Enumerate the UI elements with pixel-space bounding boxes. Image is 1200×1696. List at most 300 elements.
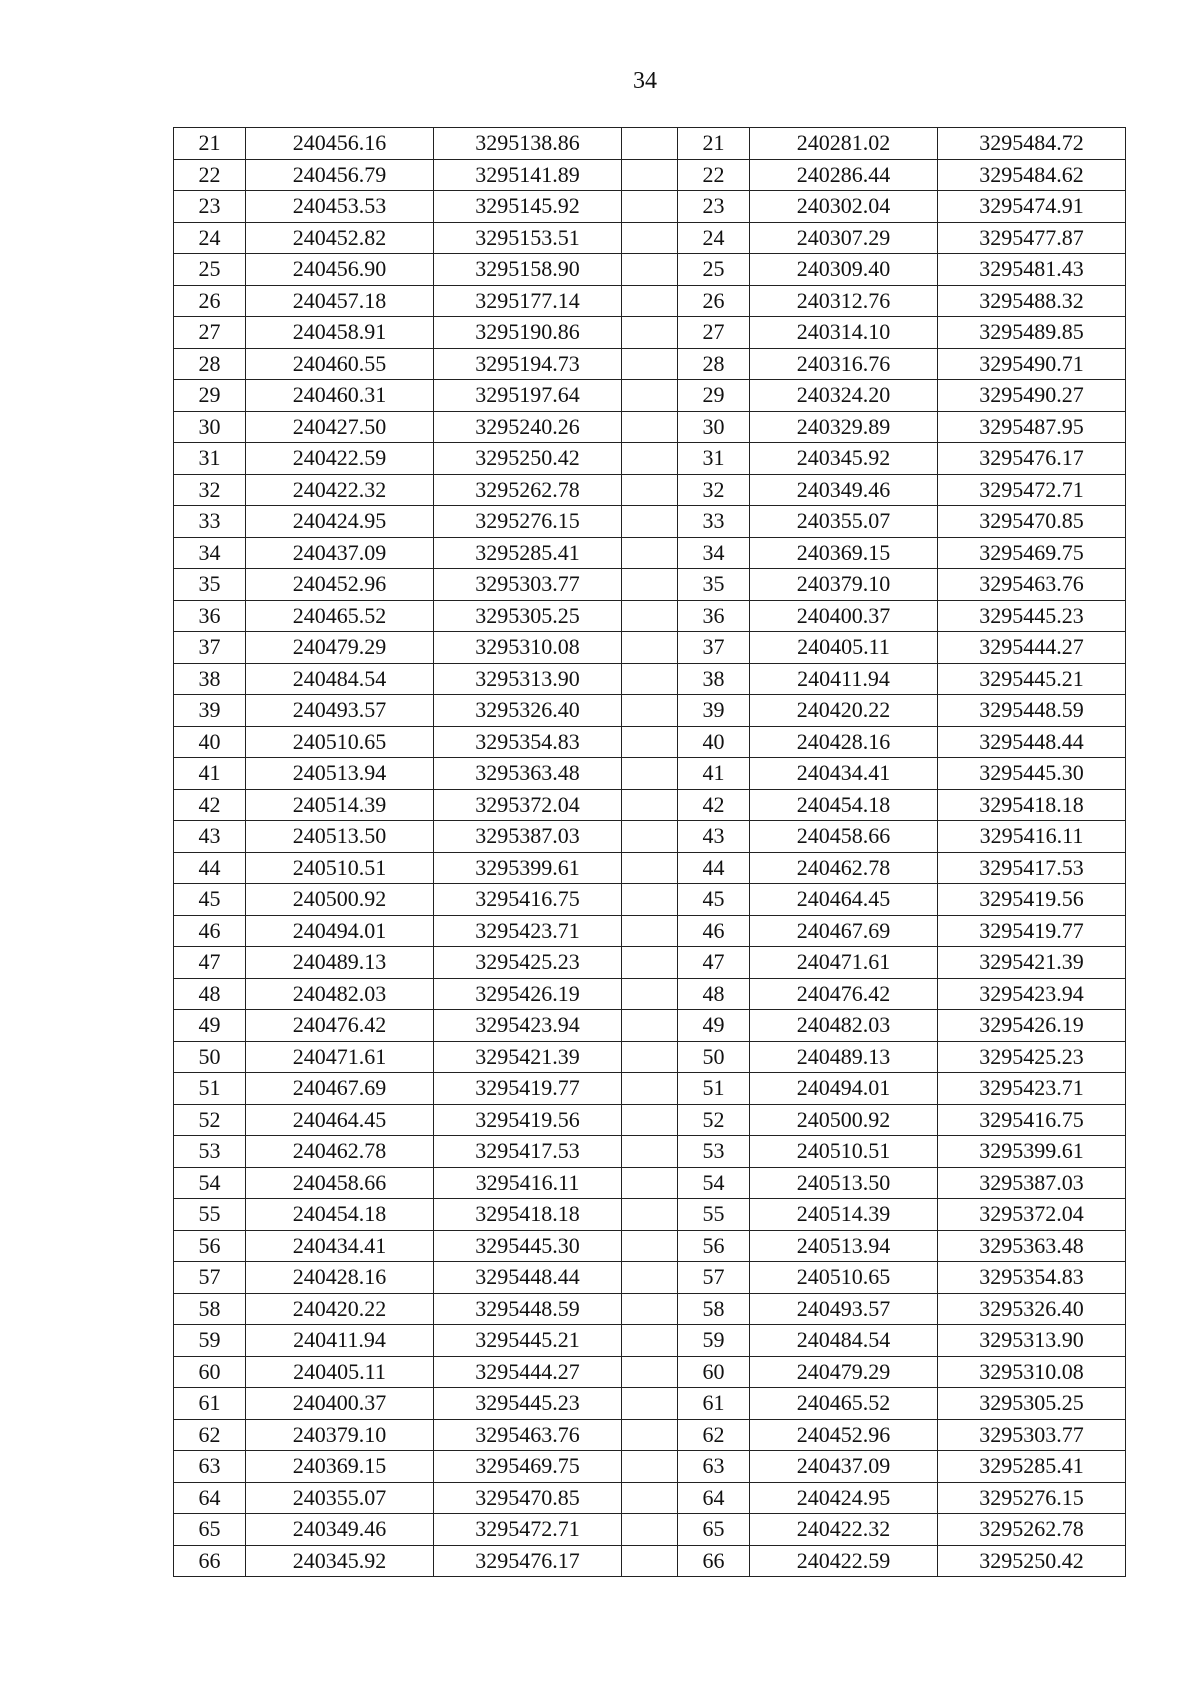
table-row — [174, 726, 1126, 758]
spacer-cell — [622, 947, 678, 979]
left-y-coordinate-cell: 3295419.56 — [434, 1104, 622, 1136]
spacer-cell — [622, 1514, 678, 1546]
left-y-coordinate-cell: 3295310.08 — [434, 632, 622, 664]
left-y-coordinate-cell: 3295158.90 — [434, 254, 622, 286]
right-x-coordinate-cell: 240329.89 — [750, 411, 938, 443]
right-y-coordinate-cell: 3295285.41 — [938, 1451, 1126, 1483]
table-row — [174, 1073, 1126, 1105]
spacer-cell — [622, 317, 678, 349]
right-y-coordinate-cell: 3295423.94 — [938, 978, 1126, 1010]
right-point-number-cell: 50 — [678, 1041, 750, 1073]
right-x-coordinate-cell: 240316.76 — [750, 348, 938, 380]
right-point-number-cell: 36 — [678, 600, 750, 632]
spacer-cell — [622, 915, 678, 947]
table-row — [174, 915, 1126, 947]
right-point-number-cell: 34 — [678, 537, 750, 569]
right-point-number-cell: 40 — [678, 726, 750, 758]
left-y-coordinate-cell: 3295190.86 — [434, 317, 622, 349]
left-x-coordinate-cell: 240494.01 — [246, 915, 434, 947]
right-point-number-cell: 46 — [678, 915, 750, 947]
table-row — [174, 1482, 1126, 1514]
right-x-coordinate-cell: 240437.09 — [750, 1451, 938, 1483]
right-y-coordinate-cell: 3295472.71 — [938, 474, 1126, 506]
right-y-coordinate-cell: 3295419.77 — [938, 915, 1126, 947]
table-row — [174, 1230, 1126, 1262]
left-x-coordinate-cell: 240400.37 — [246, 1388, 434, 1420]
right-point-number-cell: 30 — [678, 411, 750, 443]
table-row — [174, 191, 1126, 223]
left-point-number-cell: 60 — [174, 1356, 246, 1388]
left-point-number-cell: 29 — [174, 380, 246, 412]
left-x-coordinate-cell: 240434.41 — [246, 1230, 434, 1262]
spacer-cell — [622, 1451, 678, 1483]
left-x-coordinate-cell: 240464.45 — [246, 1104, 434, 1136]
table-row — [174, 380, 1126, 412]
left-y-coordinate-cell: 3295463.76 — [434, 1419, 622, 1451]
right-x-coordinate-cell: 240309.40 — [750, 254, 938, 286]
right-point-number-cell: 56 — [678, 1230, 750, 1262]
left-y-coordinate-cell: 3295448.44 — [434, 1262, 622, 1294]
right-x-coordinate-cell: 240489.13 — [750, 1041, 938, 1073]
right-point-number-cell: 45 — [678, 884, 750, 916]
right-point-number-cell: 32 — [678, 474, 750, 506]
table-row — [174, 1388, 1126, 1420]
left-y-coordinate-cell: 3295276.15 — [434, 506, 622, 538]
right-x-coordinate-cell: 240422.59 — [750, 1545, 938, 1577]
right-x-coordinate-cell: 240464.45 — [750, 884, 938, 916]
left-y-coordinate-cell: 3295423.94 — [434, 1010, 622, 1042]
right-point-number-cell: 55 — [678, 1199, 750, 1231]
right-x-coordinate-cell: 240462.78 — [750, 852, 938, 884]
table-row — [174, 569, 1126, 601]
table-row — [174, 1356, 1126, 1388]
spacer-cell — [622, 884, 678, 916]
left-y-coordinate-cell: 3295418.18 — [434, 1199, 622, 1231]
table-row — [174, 1451, 1126, 1483]
left-point-number-cell: 24 — [174, 222, 246, 254]
left-point-number-cell: 27 — [174, 317, 246, 349]
left-x-coordinate-cell: 240460.31 — [246, 380, 434, 412]
right-point-number-cell: 65 — [678, 1514, 750, 1546]
table-row — [174, 1419, 1126, 1451]
left-x-coordinate-cell: 240452.82 — [246, 222, 434, 254]
left-y-coordinate-cell: 3295138.86 — [434, 128, 622, 160]
left-point-number-cell: 51 — [174, 1073, 246, 1105]
right-x-coordinate-cell: 240400.37 — [750, 600, 938, 632]
right-point-number-cell: 63 — [678, 1451, 750, 1483]
spacer-cell — [622, 537, 678, 569]
left-x-coordinate-cell: 240458.91 — [246, 317, 434, 349]
right-x-coordinate-cell: 240494.01 — [750, 1073, 938, 1105]
right-point-number-cell: 58 — [678, 1293, 750, 1325]
left-x-coordinate-cell: 240456.79 — [246, 159, 434, 191]
left-point-number-cell: 44 — [174, 852, 246, 884]
left-x-coordinate-cell: 240500.92 — [246, 884, 434, 916]
right-y-coordinate-cell: 3295490.71 — [938, 348, 1126, 380]
spacer-cell — [622, 1167, 678, 1199]
left-point-number-cell: 54 — [174, 1167, 246, 1199]
right-y-coordinate-cell: 3295425.23 — [938, 1041, 1126, 1073]
left-point-number-cell: 50 — [174, 1041, 246, 1073]
right-point-number-cell: 29 — [678, 380, 750, 412]
right-y-coordinate-cell: 3295262.78 — [938, 1514, 1126, 1546]
left-point-number-cell: 47 — [174, 947, 246, 979]
table-row — [174, 443, 1126, 475]
left-point-number-cell: 39 — [174, 695, 246, 727]
right-point-number-cell: 27 — [678, 317, 750, 349]
right-x-coordinate-cell: 240428.16 — [750, 726, 938, 758]
right-x-coordinate-cell: 240510.51 — [750, 1136, 938, 1168]
left-y-coordinate-cell: 3295262.78 — [434, 474, 622, 506]
right-y-coordinate-cell: 3295474.91 — [938, 191, 1126, 223]
right-x-coordinate-cell: 240422.32 — [750, 1514, 938, 1546]
right-x-coordinate-cell: 240467.69 — [750, 915, 938, 947]
right-y-coordinate-cell: 3295463.76 — [938, 569, 1126, 601]
table-row — [174, 128, 1126, 160]
right-point-number-cell: 44 — [678, 852, 750, 884]
right-y-coordinate-cell: 3295490.27 — [938, 380, 1126, 412]
right-y-coordinate-cell: 3295419.56 — [938, 884, 1126, 916]
left-point-number-cell: 48 — [174, 978, 246, 1010]
right-point-number-cell: 61 — [678, 1388, 750, 1420]
right-x-coordinate-cell: 240514.39 — [750, 1199, 938, 1231]
right-point-number-cell: 26 — [678, 285, 750, 317]
right-x-coordinate-cell: 240379.10 — [750, 569, 938, 601]
left-y-coordinate-cell: 3295444.27 — [434, 1356, 622, 1388]
right-x-coordinate-cell: 240369.15 — [750, 537, 938, 569]
right-point-number-cell: 43 — [678, 821, 750, 853]
right-point-number-cell: 41 — [678, 758, 750, 790]
table-row — [174, 695, 1126, 727]
table-row — [174, 537, 1126, 569]
table-row — [174, 758, 1126, 790]
left-y-coordinate-cell: 3295416.11 — [434, 1167, 622, 1199]
spacer-cell — [622, 1545, 678, 1577]
left-point-number-cell: 30 — [174, 411, 246, 443]
table-row — [174, 411, 1126, 443]
table-row — [174, 285, 1126, 317]
spacer-cell — [622, 1419, 678, 1451]
table-row — [174, 1325, 1126, 1357]
spacer-cell — [622, 191, 678, 223]
table-row — [174, 1167, 1126, 1199]
left-point-number-cell: 41 — [174, 758, 246, 790]
right-point-number-cell: 38 — [678, 663, 750, 695]
table-row — [174, 1104, 1126, 1136]
right-point-number-cell: 37 — [678, 632, 750, 664]
spacer-cell — [622, 852, 678, 884]
right-y-coordinate-cell: 3295250.42 — [938, 1545, 1126, 1577]
left-y-coordinate-cell: 3295285.41 — [434, 537, 622, 569]
left-point-number-cell: 33 — [174, 506, 246, 538]
left-x-coordinate-cell: 240513.50 — [246, 821, 434, 853]
table-row — [174, 1010, 1126, 1042]
table-row — [174, 978, 1126, 1010]
right-y-coordinate-cell: 3295481.43 — [938, 254, 1126, 286]
left-x-coordinate-cell: 240514.39 — [246, 789, 434, 821]
right-point-number-cell: 28 — [678, 348, 750, 380]
left-y-coordinate-cell: 3295419.77 — [434, 1073, 622, 1105]
left-x-coordinate-cell: 240405.11 — [246, 1356, 434, 1388]
right-point-number-cell: 59 — [678, 1325, 750, 1357]
right-point-number-cell: 51 — [678, 1073, 750, 1105]
spacer-cell — [622, 380, 678, 412]
left-x-coordinate-cell: 240458.66 — [246, 1167, 434, 1199]
table-row — [174, 1041, 1126, 1073]
left-y-coordinate-cell: 3295416.75 — [434, 884, 622, 916]
left-y-coordinate-cell: 3295313.90 — [434, 663, 622, 695]
right-x-coordinate-cell: 240349.46 — [750, 474, 938, 506]
left-x-coordinate-cell: 240411.94 — [246, 1325, 434, 1357]
spacer-cell — [622, 726, 678, 758]
left-y-coordinate-cell: 3295387.03 — [434, 821, 622, 853]
right-y-coordinate-cell: 3295426.19 — [938, 1010, 1126, 1042]
left-point-number-cell: 62 — [174, 1419, 246, 1451]
spacer-cell — [622, 789, 678, 821]
left-x-coordinate-cell: 240513.94 — [246, 758, 434, 790]
right-y-coordinate-cell: 3295445.21 — [938, 663, 1126, 695]
left-x-coordinate-cell: 240476.42 — [246, 1010, 434, 1042]
spacer-cell — [622, 1482, 678, 1514]
right-x-coordinate-cell: 240471.61 — [750, 947, 938, 979]
left-x-coordinate-cell: 240510.65 — [246, 726, 434, 758]
spacer-cell — [622, 506, 678, 538]
table-row — [174, 947, 1126, 979]
right-y-coordinate-cell: 3295416.11 — [938, 821, 1126, 853]
right-x-coordinate-cell: 240355.07 — [750, 506, 938, 538]
table-row — [174, 1545, 1126, 1577]
left-point-number-cell: 26 — [174, 285, 246, 317]
spacer-cell — [622, 159, 678, 191]
left-y-coordinate-cell: 3295240.26 — [434, 411, 622, 443]
right-point-number-cell: 31 — [678, 443, 750, 475]
right-x-coordinate-cell: 240345.92 — [750, 443, 938, 475]
right-y-coordinate-cell: 3295305.25 — [938, 1388, 1126, 1420]
right-x-coordinate-cell: 240434.41 — [750, 758, 938, 790]
spacer-cell — [622, 254, 678, 286]
left-point-number-cell: 57 — [174, 1262, 246, 1294]
right-y-coordinate-cell: 3295484.72 — [938, 128, 1126, 160]
right-y-coordinate-cell: 3295276.15 — [938, 1482, 1126, 1514]
spacer-cell — [622, 1073, 678, 1105]
right-x-coordinate-cell: 240513.50 — [750, 1167, 938, 1199]
right-x-coordinate-cell: 240482.03 — [750, 1010, 938, 1042]
left-y-coordinate-cell: 3295445.21 — [434, 1325, 622, 1357]
left-x-coordinate-cell: 240456.16 — [246, 128, 434, 160]
left-x-coordinate-cell: 240345.92 — [246, 1545, 434, 1577]
right-x-coordinate-cell: 240458.66 — [750, 821, 938, 853]
left-point-number-cell: 32 — [174, 474, 246, 506]
spacer-cell — [622, 1325, 678, 1357]
left-y-coordinate-cell: 3295423.71 — [434, 915, 622, 947]
left-point-number-cell: 28 — [174, 348, 246, 380]
spacer-cell — [622, 411, 678, 443]
right-y-coordinate-cell: 3295476.17 — [938, 443, 1126, 475]
left-point-number-cell: 64 — [174, 1482, 246, 1514]
right-point-number-cell: 33 — [678, 506, 750, 538]
spacer-cell — [622, 1136, 678, 1168]
left-x-coordinate-cell: 240424.95 — [246, 506, 434, 538]
left-y-coordinate-cell: 3295363.48 — [434, 758, 622, 790]
spacer-cell — [622, 1104, 678, 1136]
right-y-coordinate-cell: 3295448.59 — [938, 695, 1126, 727]
table-row — [174, 1199, 1126, 1231]
spacer-cell — [622, 758, 678, 790]
table-row — [174, 506, 1126, 538]
table-row — [174, 474, 1126, 506]
left-x-coordinate-cell: 240489.13 — [246, 947, 434, 979]
left-x-coordinate-cell: 240369.15 — [246, 1451, 434, 1483]
right-x-coordinate-cell: 240424.95 — [750, 1482, 938, 1514]
left-y-coordinate-cell: 3295372.04 — [434, 789, 622, 821]
left-y-coordinate-cell: 3295470.85 — [434, 1482, 622, 1514]
right-y-coordinate-cell: 3295445.23 — [938, 600, 1126, 632]
right-x-coordinate-cell: 240307.29 — [750, 222, 938, 254]
spacer-cell — [622, 569, 678, 601]
left-point-number-cell: 43 — [174, 821, 246, 853]
coordinates-table-body — [174, 128, 1126, 1577]
left-x-coordinate-cell: 240467.69 — [246, 1073, 434, 1105]
spacer-cell — [622, 443, 678, 475]
table-row — [174, 1136, 1126, 1168]
spacer-cell — [622, 474, 678, 506]
right-x-coordinate-cell: 240286.44 — [750, 159, 938, 191]
left-y-coordinate-cell: 3295399.61 — [434, 852, 622, 884]
left-point-number-cell: 46 — [174, 915, 246, 947]
left-y-coordinate-cell: 3295425.23 — [434, 947, 622, 979]
left-x-coordinate-cell: 240510.51 — [246, 852, 434, 884]
right-x-coordinate-cell: 240510.65 — [750, 1262, 938, 1294]
right-point-number-cell: 25 — [678, 254, 750, 286]
left-point-number-cell: 21 — [174, 128, 246, 160]
table-row — [174, 1514, 1126, 1546]
spacer-cell — [622, 348, 678, 380]
left-y-coordinate-cell: 3295194.73 — [434, 348, 622, 380]
left-x-coordinate-cell: 240456.90 — [246, 254, 434, 286]
left-y-coordinate-cell: 3295421.39 — [434, 1041, 622, 1073]
left-point-number-cell: 55 — [174, 1199, 246, 1231]
left-y-coordinate-cell: 3295153.51 — [434, 222, 622, 254]
right-x-coordinate-cell: 240324.20 — [750, 380, 938, 412]
left-point-number-cell: 35 — [174, 569, 246, 601]
right-y-coordinate-cell: 3295487.95 — [938, 411, 1126, 443]
right-x-coordinate-cell: 240411.94 — [750, 663, 938, 695]
spacer-cell — [622, 1199, 678, 1231]
left-y-coordinate-cell: 3295445.30 — [434, 1230, 622, 1262]
right-x-coordinate-cell: 240479.29 — [750, 1356, 938, 1388]
right-x-coordinate-cell: 240314.10 — [750, 317, 938, 349]
left-point-number-cell: 40 — [174, 726, 246, 758]
left-y-coordinate-cell: 3295445.23 — [434, 1388, 622, 1420]
left-point-number-cell: 25 — [174, 254, 246, 286]
spacer-cell — [622, 1356, 678, 1388]
left-point-number-cell: 63 — [174, 1451, 246, 1483]
left-point-number-cell: 66 — [174, 1545, 246, 1577]
right-point-number-cell: 47 — [678, 947, 750, 979]
right-y-coordinate-cell: 3295399.61 — [938, 1136, 1126, 1168]
spacer-cell — [622, 1262, 678, 1294]
spacer-cell — [622, 695, 678, 727]
right-y-coordinate-cell: 3295477.87 — [938, 222, 1126, 254]
left-x-coordinate-cell: 240471.61 — [246, 1041, 434, 1073]
right-point-number-cell: 49 — [678, 1010, 750, 1042]
table-row — [174, 852, 1126, 884]
table-row — [174, 789, 1126, 821]
left-y-coordinate-cell: 3295448.59 — [434, 1293, 622, 1325]
table-row — [174, 254, 1126, 286]
table-row — [174, 632, 1126, 664]
left-x-coordinate-cell: 240379.10 — [246, 1419, 434, 1451]
right-y-coordinate-cell: 3295303.77 — [938, 1419, 1126, 1451]
right-point-number-cell: 60 — [678, 1356, 750, 1388]
right-x-coordinate-cell: 240500.92 — [750, 1104, 938, 1136]
left-point-number-cell: 45 — [174, 884, 246, 916]
left-x-coordinate-cell: 240460.55 — [246, 348, 434, 380]
right-point-number-cell: 53 — [678, 1136, 750, 1168]
left-point-number-cell: 56 — [174, 1230, 246, 1262]
left-x-coordinate-cell: 240355.07 — [246, 1482, 434, 1514]
right-point-number-cell: 66 — [678, 1545, 750, 1577]
left-y-coordinate-cell: 3295303.77 — [434, 569, 622, 601]
right-y-coordinate-cell: 3295363.48 — [938, 1230, 1126, 1262]
left-point-number-cell: 52 — [174, 1104, 246, 1136]
spacer-cell — [622, 222, 678, 254]
right-x-coordinate-cell: 240476.42 — [750, 978, 938, 1010]
right-point-number-cell: 64 — [678, 1482, 750, 1514]
page-number: 34 — [633, 68, 657, 94]
right-point-number-cell: 54 — [678, 1167, 750, 1199]
left-x-coordinate-cell: 240427.50 — [246, 411, 434, 443]
left-y-coordinate-cell: 3295426.19 — [434, 978, 622, 1010]
spacer-cell — [622, 1293, 678, 1325]
right-y-coordinate-cell: 3295423.71 — [938, 1073, 1126, 1105]
left-point-number-cell: 61 — [174, 1388, 246, 1420]
left-x-coordinate-cell: 240479.29 — [246, 632, 434, 664]
right-point-number-cell: 48 — [678, 978, 750, 1010]
right-y-coordinate-cell: 3295444.27 — [938, 632, 1126, 664]
left-point-number-cell: 37 — [174, 632, 246, 664]
table-row — [174, 663, 1126, 695]
right-y-coordinate-cell: 3295448.44 — [938, 726, 1126, 758]
right-y-coordinate-cell: 3295469.75 — [938, 537, 1126, 569]
spacer-cell — [622, 1041, 678, 1073]
right-point-number-cell: 35 — [678, 569, 750, 601]
left-y-coordinate-cell: 3295354.83 — [434, 726, 622, 758]
coordinates-table — [173, 127, 1126, 1577]
left-y-coordinate-cell: 3295476.17 — [434, 1545, 622, 1577]
table-row — [174, 884, 1126, 916]
right-y-coordinate-cell: 3295354.83 — [938, 1262, 1126, 1294]
left-y-coordinate-cell: 3295305.25 — [434, 600, 622, 632]
right-point-number-cell: 62 — [678, 1419, 750, 1451]
right-y-coordinate-cell: 3295445.30 — [938, 758, 1126, 790]
table-row — [174, 348, 1126, 380]
right-point-number-cell: 42 — [678, 789, 750, 821]
spacer-cell — [622, 1010, 678, 1042]
right-x-coordinate-cell: 240420.22 — [750, 695, 938, 727]
left-x-coordinate-cell: 240484.54 — [246, 663, 434, 695]
right-y-coordinate-cell: 3295418.18 — [938, 789, 1126, 821]
table-row — [174, 1262, 1126, 1294]
left-y-coordinate-cell: 3295472.71 — [434, 1514, 622, 1546]
right-point-number-cell: 57 — [678, 1262, 750, 1294]
right-y-coordinate-cell: 3295326.40 — [938, 1293, 1126, 1325]
right-x-coordinate-cell: 240302.04 — [750, 191, 938, 223]
right-x-coordinate-cell: 240513.94 — [750, 1230, 938, 1262]
table-row — [174, 821, 1126, 853]
right-y-coordinate-cell: 3295484.62 — [938, 159, 1126, 191]
left-x-coordinate-cell: 240437.09 — [246, 537, 434, 569]
